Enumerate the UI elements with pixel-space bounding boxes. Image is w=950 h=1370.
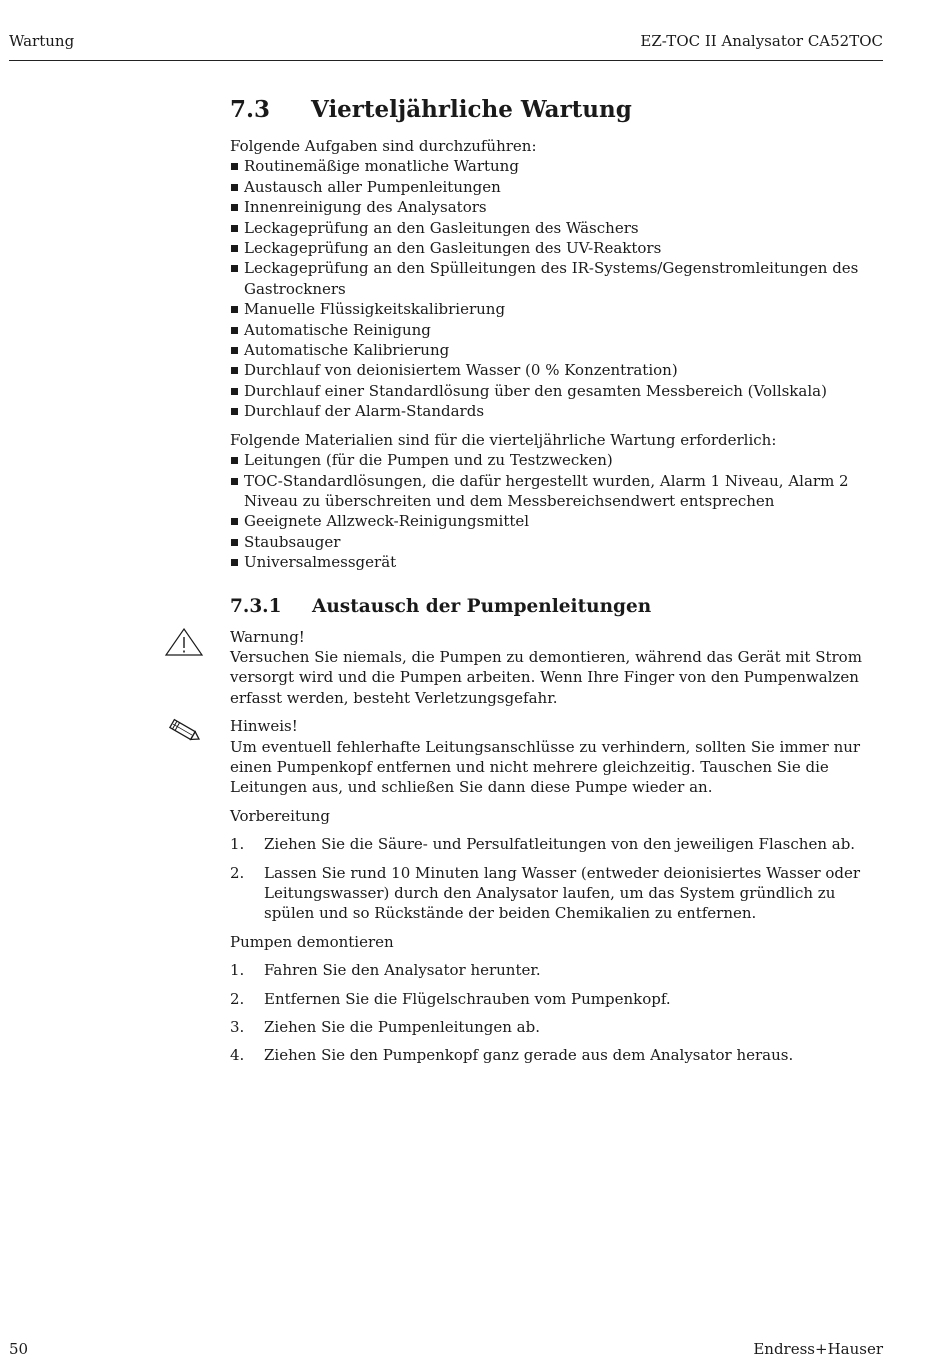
tasks-list <box>230 156 884 421</box>
list-item: Durchlauf einer Standardlösung über den gesamten Messbereich (Vollskala) <box>230 381 884 401</box>
list-item: Staubsauger <box>230 532 884 552</box>
list-item: Routinemäßige monatliche Wartung <box>230 156 884 176</box>
preparation-label: Vorbereitung <box>230 806 330 825</box>
step-text: Lassen Sie rund 10 Minuten lang Wasser (entweder deionisiertes Wasser oder Leitungswasser) durch den Analysator laufen, um das System gründlich zu spülen und so Rückstände der beiden Chemikalien zu entfernen. <box>264 863 861 923</box>
subsection-number: 7.3.1 <box>230 595 282 617</box>
subsection-heading <box>230 593 884 621</box>
section-number: 7.3 <box>230 96 271 123</box>
list-item: Durchlauf von deionisiertem Wasser (0 % Konzentration) <box>230 360 884 380</box>
step-number: 2. <box>230 863 245 882</box>
list-item: Geeignete Allzweck-Reinigungsmittel <box>230 511 884 531</box>
step-text: Fahren Sie den Analysator herunter. <box>264 961 541 980</box>
page-number: 50 <box>9 1340 29 1358</box>
materials-list <box>230 450 884 572</box>
list-item <box>230 834 884 854</box>
step-number: 1. <box>230 835 245 854</box>
note-block <box>230 716 884 798</box>
running-header-product: EZ-TOC II Analysator CA52TOC <box>640 32 883 50</box>
header-divider <box>9 60 883 61</box>
step-text: Ziehen Sie die Säure- und Persulfatleitungen von den jeweiligen Flaschen ab. <box>264 835 856 854</box>
subsection-title: Austausch der Pumpenleitungen <box>312 595 652 617</box>
dismount-steps <box>230 960 884 1066</box>
list-item: Automatische Reinigung <box>230 320 884 340</box>
list-item <box>230 1045 884 1065</box>
tasks-intro: Folgende Aufgaben sind durchzuführen: <box>230 137 537 155</box>
warning-triangle-icon <box>164 627 204 662</box>
list-item <box>230 863 884 924</box>
step-text: Entfernen Sie die Flügelschrauben vom Pumpenkopf. <box>264 989 671 1008</box>
step-text: Ziehen Sie die Pumpenleitungen ab. <box>264 1018 540 1037</box>
list-item: TOC-Standardlösungen, die dafür hergestellt wurden, Alarm 1 Niveau, Alarm 2 Niveau zu überschreiten und dem Messbereichsendwert entsprechen <box>230 471 884 512</box>
list-item <box>230 989 884 1009</box>
materials-intro: Folgende Materialien sind für die vierteljährliche Wartung erforderlich: <box>230 430 777 449</box>
warning-block <box>230 627 884 709</box>
footer-brand: Endress+Hauser <box>753 1340 883 1358</box>
step-number: 2. <box>230 989 245 1008</box>
section-title: Vierteljährliche Wartung <box>311 96 632 123</box>
list-item: Leckageprüfung an den Gasleitungen des UV-Reaktors <box>230 238 884 258</box>
section-heading <box>230 93 884 127</box>
list-item: Leckageprüfung an den Gasleitungen des Wäschers <box>230 218 884 238</box>
step-number: 4. <box>230 1046 245 1065</box>
list-item: Leitungen (für die Pumpen und zu Testzwecken) <box>230 450 884 470</box>
list-item: Durchlauf der Alarm-Standards <box>230 401 884 421</box>
dismount-label: Pumpen demontieren <box>230 932 394 951</box>
list-item: Austausch aller Pumpenleitungen <box>230 177 884 197</box>
step-text: Ziehen Sie den Pumpenkopf ganz gerade aus dem Analysator heraus. <box>264 1046 794 1065</box>
list-item <box>230 1017 884 1037</box>
step-number: 1. <box>230 961 245 980</box>
note-title: Hinweis! <box>230 717 298 736</box>
running-header-section: Wartung <box>9 32 75 50</box>
warning-title: Warnung! <box>230 627 305 646</box>
warning-text: Versuchen Sie niemals, die Pumpen zu demontieren, während das Gerät mit Strom versorgt wird und die Pumpen arbeiten. Wenn Ihre Finger von den Pumpenwalzen erfasst werden, besteht Verletzungsgefahr. <box>230 647 862 707</box>
step-number: 3. <box>230 1018 245 1037</box>
list-item: Leckageprüfung an den Spülleitungen des IR-Systems/Gegenstromleitungen des Gastrockners <box>230 258 884 299</box>
list-item <box>230 960 884 980</box>
list-item: Automatische Kalibrierung <box>230 340 884 360</box>
list-item: Manuelle Flüssigkeitskalibrierung <box>230 299 884 319</box>
list-item: Universalmessgerät <box>230 552 884 572</box>
pencil-note-icon <box>164 716 204 751</box>
list-item: Innenreinigung des Analysators <box>230 197 884 217</box>
page-content <box>230 93 884 1066</box>
note-text: Um eventuell fehlerhafte Leitungsanschlüsse zu verhindern, sollten Sie immer nur einen Pumpenkopf entfernen und nicht mehrere gleichzeitig. Tauschen Sie die Leitungen aus, und schließen Sie dann diese Pumpe wieder an. <box>230 737 861 797</box>
preparation-steps <box>230 834 884 924</box>
